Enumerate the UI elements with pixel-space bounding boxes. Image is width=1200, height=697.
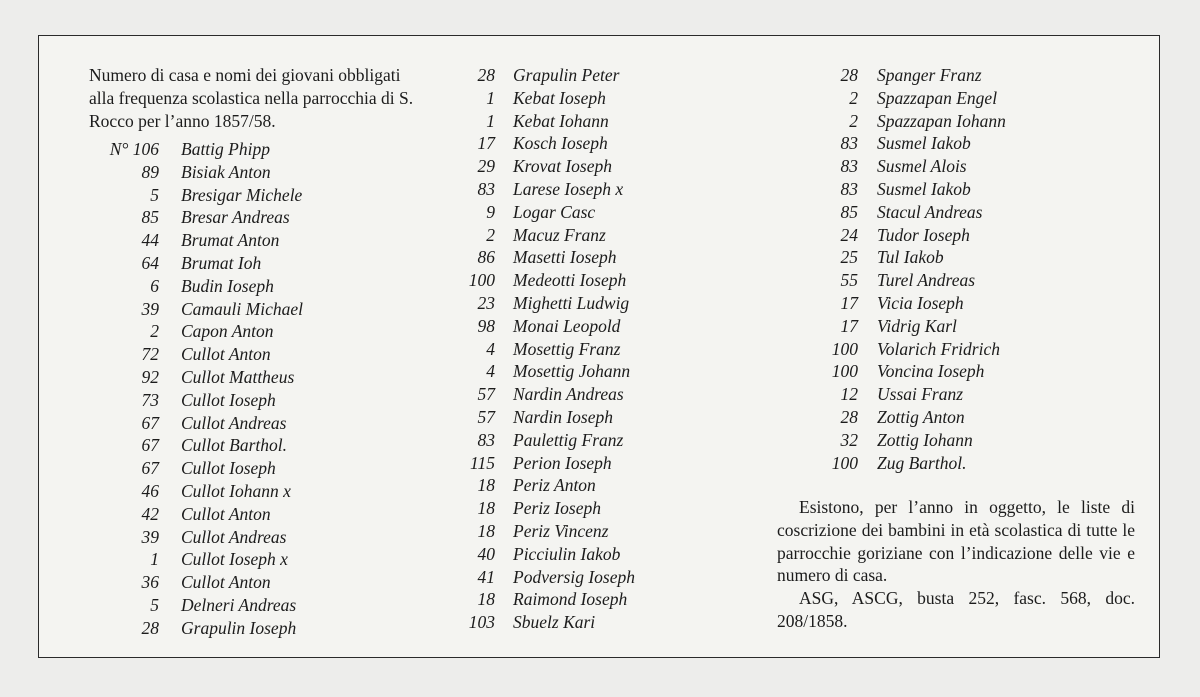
student-name: Paulettig Franz [513, 429, 624, 450]
student-name: Ussai Franz [877, 384, 964, 405]
house-number: 18 [477, 475, 495, 496]
student-name: Periz Ioseph [513, 498, 601, 519]
student-name: Picciulin Iakob [513, 543, 621, 564]
house-number: 41 [477, 566, 495, 587]
list-item [799, 178, 1129, 201]
house-number: 103 [468, 612, 495, 633]
house-number: 39 [141, 298, 159, 319]
student-name: Brumat Anton [181, 230, 280, 251]
list-item [69, 138, 369, 161]
student-name: Voncina Ioseph [877, 361, 985, 382]
student-name: Bresigar Michele [181, 184, 303, 205]
house-number: 67 [141, 435, 159, 456]
list-item [69, 206, 369, 229]
list-item [69, 526, 369, 549]
list-item [799, 132, 1129, 155]
name-column-3 [799, 64, 1129, 474]
list-item [69, 594, 369, 617]
house-number: 115 [470, 452, 495, 473]
house-number: 5 [150, 184, 159, 205]
list-item [447, 588, 767, 611]
house-number: 72 [141, 344, 159, 365]
list-item [69, 298, 369, 321]
house-number: 89 [141, 161, 159, 182]
intro-paragraph [89, 64, 429, 132]
list-item [447, 452, 767, 475]
list-item [447, 611, 767, 634]
student-name: Perion Ioseph [513, 452, 612, 473]
student-name: Susmel Alois [877, 156, 967, 177]
list-item [69, 548, 369, 571]
student-name: Volarich Fridrich [877, 338, 1000, 359]
list-item [799, 246, 1129, 269]
list-item [447, 406, 767, 429]
house-number: 25 [840, 247, 858, 268]
list-item [69, 252, 369, 275]
student-name: Stacul Andreas [877, 201, 983, 222]
student-name: Cullot Ioseph [181, 458, 276, 479]
house-number: 28 [840, 65, 858, 85]
house-number: 29 [477, 156, 495, 177]
house-number: 23 [477, 292, 495, 313]
student-name: Krovat Ioseph [513, 156, 612, 177]
house-number: 1 [486, 87, 495, 108]
list-item [447, 360, 767, 383]
student-name: Zottig Iohann [877, 429, 973, 450]
note-paragraph: Esistono, per l’anno in oggetto, le liste di coscrizione dei bambini in età scolastica di tutte le parrocchie goriziane con l’indicazione delle vie e numero di casa. [777, 497, 1135, 586]
house-number: 83 [477, 429, 495, 450]
list-item [447, 269, 767, 292]
house-number: N° 106 [109, 139, 159, 159]
house-number: 1 [486, 110, 495, 131]
house-number: 28 [840, 406, 858, 427]
list-item [69, 412, 369, 435]
student-name: Periz Vincenz [513, 520, 609, 541]
student-name: Cullot Barthol. [181, 435, 287, 456]
student-name: Periz Anton [513, 475, 596, 496]
student-name: Cullot Ioseph x [181, 549, 288, 570]
name-column-1 [69, 138, 369, 640]
house-number: 17 [477, 133, 495, 154]
house-number: 18 [477, 589, 495, 610]
list-item [447, 292, 767, 315]
house-number: 46 [141, 480, 159, 501]
student-name: Grapulin Peter [513, 65, 620, 85]
student-name: Spazzapan Iohann [877, 110, 1006, 131]
list-item [447, 246, 767, 269]
house-number: 28 [477, 65, 495, 85]
house-number: 12 [840, 384, 858, 405]
student-name: Monai Leopold [513, 315, 621, 336]
student-name: Mighetti Ludwig [513, 292, 630, 313]
house-number: 85 [141, 207, 159, 228]
list-item [69, 184, 369, 207]
list-item [69, 434, 369, 457]
list-item [447, 429, 767, 452]
student-name: Bresar Andreas [181, 207, 290, 228]
student-name: Kebat Iohann [513, 110, 609, 131]
list-item [799, 338, 1129, 361]
student-name: Tul Iakob [877, 247, 944, 268]
list-item [447, 87, 767, 110]
student-name: Cullot Anton [181, 572, 271, 593]
house-number: 86 [477, 247, 495, 268]
student-name: Cullot Ioseph [181, 389, 276, 410]
student-name: Podversig Ioseph [513, 566, 635, 587]
list-item [799, 315, 1129, 338]
source-citation: ASG, ASCG, busta 252, fasc. 568, doc. 208/1858. [777, 588, 1135, 631]
list-item [69, 617, 369, 640]
list-item [799, 383, 1129, 406]
student-name: Delneri Andreas [181, 594, 297, 615]
list-item [799, 64, 1129, 87]
student-name: Tudor Ioseph [877, 224, 970, 245]
house-number: 6 [150, 275, 159, 296]
house-number: 83 [840, 133, 858, 154]
list-item [447, 315, 767, 338]
list-item [799, 452, 1129, 475]
student-name: Susmel Iakob [877, 178, 971, 199]
house-number: 55 [840, 270, 858, 291]
house-number: 83 [840, 178, 858, 199]
student-name: Vicia Ioseph [877, 292, 964, 313]
student-name: Raimond Ioseph [513, 589, 628, 610]
student-name: Battig Phipp [181, 139, 270, 159]
house-number: 100 [831, 361, 858, 382]
list-item [69, 366, 369, 389]
house-number: 57 [477, 406, 495, 427]
list-item [69, 503, 369, 526]
house-number: 83 [840, 156, 858, 177]
student-name: Zug Barthol. [877, 452, 967, 473]
list-item [447, 497, 767, 520]
student-name: Masetti Ioseph [513, 247, 617, 268]
list-item [447, 566, 767, 589]
house-number: 2 [486, 224, 495, 245]
list-item [69, 457, 369, 480]
student-name: Vidrig Karl [877, 315, 957, 336]
student-name: Budin Ioseph [181, 275, 274, 296]
student-name: Cullot Mattheus [181, 366, 295, 387]
list-item [447, 224, 767, 247]
list-item [799, 87, 1129, 110]
student-name: Turel Andreas [877, 270, 976, 291]
list-item [447, 338, 767, 361]
house-number: 42 [141, 503, 159, 524]
student-name: Logar Casc [513, 201, 596, 222]
house-number: 100 [831, 452, 858, 473]
intro-text: Numero di casa e nomi dei giovani obbligati alla frequenza scolastica nella parrocchia di S. Rocco per l’anno 1857/58. [89, 65, 414, 131]
house-number: 40 [477, 543, 495, 564]
student-name: Larese Ioseph x [513, 178, 624, 199]
house-number: 100 [468, 270, 495, 291]
list-item [447, 543, 767, 566]
name-column-2 [447, 64, 767, 634]
student-name: Spazzapan Engel [877, 87, 998, 108]
house-number: 32 [840, 429, 858, 450]
house-number: 18 [477, 520, 495, 541]
house-number: 17 [840, 292, 858, 313]
student-name: Mosettig Johann [513, 361, 631, 382]
student-name: Nardin Ioseph [513, 406, 613, 427]
house-number: 4 [486, 361, 495, 382]
student-name: Cullot Anton [181, 503, 271, 524]
house-number: 1 [150, 549, 159, 570]
document-frame [38, 35, 1160, 658]
house-number: 57 [477, 384, 495, 405]
student-name: Sbuelz Kari [513, 612, 596, 633]
student-name: Brumat Ioh [181, 252, 262, 273]
house-number: 67 [141, 412, 159, 433]
house-number: 2 [150, 321, 159, 342]
list-item [799, 155, 1129, 178]
list-item [69, 275, 369, 298]
student-name: Zottig Anton [877, 406, 965, 427]
list-item [447, 178, 767, 201]
student-name: Susmel Iakob [877, 133, 971, 154]
house-number: 44 [141, 230, 159, 251]
student-name: Macuz Franz [513, 224, 606, 245]
list-item [447, 110, 767, 133]
list-item [69, 480, 369, 503]
list-item [69, 229, 369, 252]
house-number: 64 [141, 252, 159, 273]
student-name: Spanger Franz [877, 65, 982, 85]
list-item [799, 429, 1129, 452]
archive-note [777, 496, 1135, 633]
house-number: 100 [831, 338, 858, 359]
house-number: 39 [141, 526, 159, 547]
house-number: 24 [840, 224, 858, 245]
house-number: 85 [840, 201, 858, 222]
student-name: Cullot Iohann x [181, 480, 291, 501]
house-number: 92 [141, 366, 159, 387]
house-number: 36 [141, 572, 159, 593]
list-item [447, 132, 767, 155]
list-item [447, 520, 767, 543]
house-number: 17 [840, 315, 858, 336]
list-item [799, 110, 1129, 133]
student-name: Capon Anton [181, 321, 274, 342]
list-item [447, 383, 767, 406]
house-number: 73 [141, 389, 159, 410]
list-item [799, 201, 1129, 224]
list-item [799, 269, 1129, 292]
student-name: Grapulin Ioseph [181, 617, 297, 638]
student-name: Mosettig Franz [513, 338, 621, 359]
student-name: Cullot Andreas [181, 412, 287, 433]
house-number: 28 [141, 617, 159, 638]
list-item [69, 571, 369, 594]
house-number: 2 [849, 87, 858, 108]
list-item [69, 343, 369, 366]
list-item [69, 161, 369, 184]
house-number: 83 [477, 178, 495, 199]
list-item [799, 292, 1129, 315]
list-item [799, 406, 1129, 429]
list-item [799, 224, 1129, 247]
list-item [447, 474, 767, 497]
student-name: Kebat Ioseph [513, 87, 606, 108]
house-number: 67 [141, 458, 159, 479]
house-number: 2 [849, 110, 858, 131]
student-name: Nardin Andreas [513, 384, 624, 405]
list-item [447, 64, 767, 87]
list-item [69, 320, 369, 343]
list-item [69, 389, 369, 412]
house-number: 9 [486, 201, 495, 222]
list-item [447, 201, 767, 224]
student-name: Medeotti Ioseph [513, 270, 627, 291]
house-number: 4 [486, 338, 495, 359]
student-name: Cullot Andreas [181, 526, 287, 547]
house-number: 5 [150, 594, 159, 615]
student-name: Bisiak Anton [181, 161, 271, 182]
list-item [447, 155, 767, 178]
student-name: Camauli Michael [181, 298, 303, 319]
student-name: Kosch Ioseph [513, 133, 608, 154]
house-number: 18 [477, 498, 495, 519]
list-item [799, 360, 1129, 383]
student-name: Cullot Anton [181, 344, 271, 365]
house-number: 98 [477, 315, 495, 336]
